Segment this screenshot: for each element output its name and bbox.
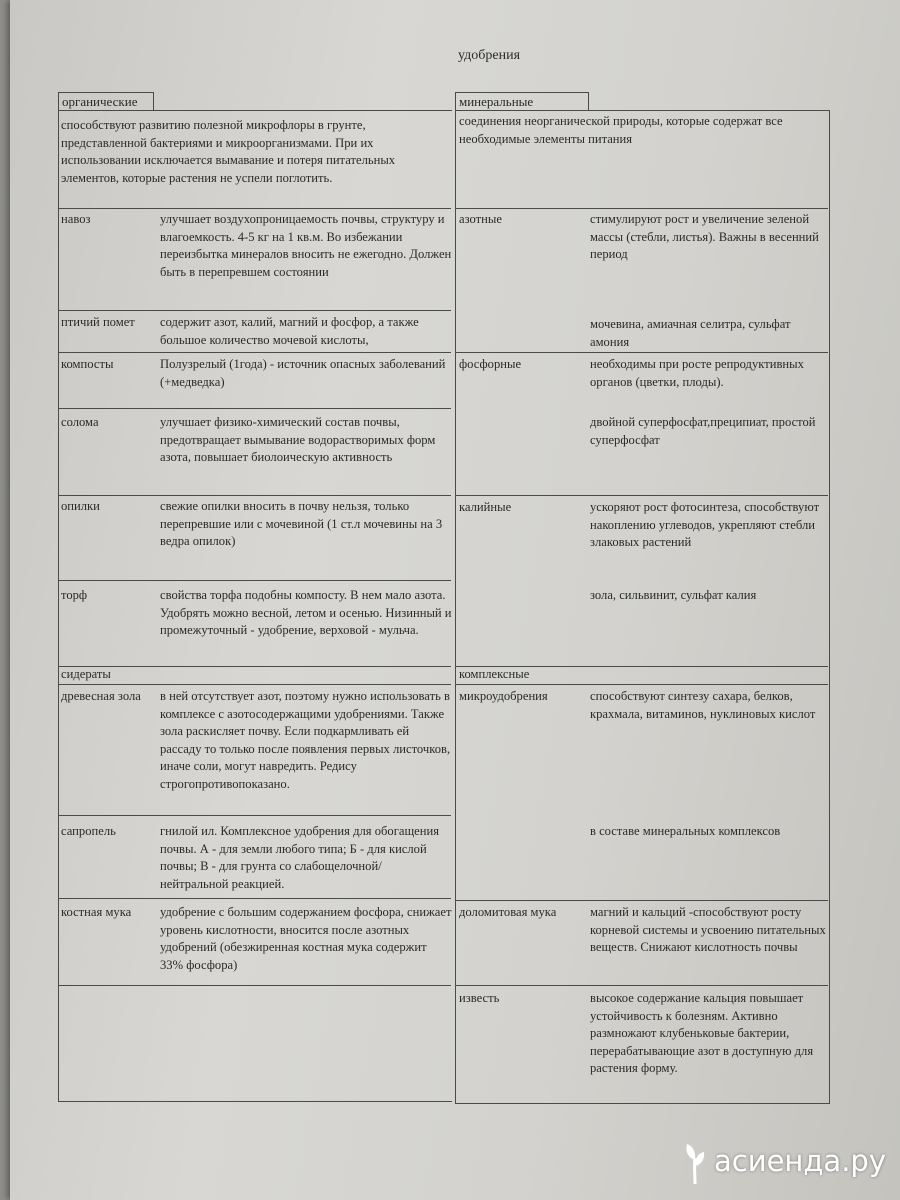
organic-row-desc: улучшает физико-химический состав почвы, предотвращает вымывание водорастворимых форм азота, повышает биолоическую активность [160, 415, 436, 464]
row-divider [455, 352, 828, 353]
mineral-description: соединения неорганической природы, которые содержат все необходимые элементы питания [459, 114, 783, 146]
mineral-row-desc: стимулируют рост и увеличение зеленой массы (стебли, листья). Важны в весенний период [590, 212, 819, 261]
row-divider [58, 684, 451, 685]
organic-header: органические [58, 92, 154, 110]
row-divider [455, 985, 828, 986]
organic-other-label: древесная зола [61, 689, 141, 703]
row-divider [455, 208, 828, 209]
row-divider [58, 495, 451, 496]
organic-row-desc: свежие опилки вносить в почву нельзя, только перепревшие или с мочевиной (1 ст.л мочевины на 3 ведра опилок) [160, 499, 443, 548]
page-title: удобрения [458, 48, 521, 63]
watermark [682, 1136, 886, 1186]
organic-row-label: компосты [61, 357, 114, 371]
mineral-complex-desc: высокое содержание кальция повышает устойчивость к болезням. Активно размножают клубеньковые бактерии, перерабатывающие азот в доступную для растения форму. [590, 991, 814, 1075]
organic-row-label: птичий помет [61, 315, 135, 329]
organic-other-desc: гнилой ил. Комплексное удобрения для обогащения почвы. А - для земли любого типа; Б - для кислой почвы; В - для грунта со слабощелочной/ нейтральной реакцией. [160, 824, 440, 891]
organic-row-desc: содержит азот, калий, магний и фосфор, а также большое количество мочевой кислоты, [160, 315, 419, 347]
mineral-complex-desc: магний и кальций -способствуют росту корневой системы и усвоению питательных веществ. Снижают кислотность почвы [590, 905, 826, 954]
mineral-row-label: азотные [459, 212, 502, 226]
organic-other-desc: удобрение с большим содержанием фосфора, снижает уровень кислотности, вносится после азотных удобрений (обезжиренная костная мука содержит 33% фосфора) [160, 905, 452, 972]
watermark-text: асиенда.ру [714, 1144, 886, 1178]
mineral-row-examples: мочевина, амиачная селитра, сульфат амония [590, 317, 791, 349]
mineral-complex-label: доломитовая мука [459, 905, 557, 919]
row-divider [58, 985, 451, 986]
green-manure-header: сидераты [61, 667, 111, 681]
mineral-complex-desc: способствуют синтезу сахара, белков, крахмала, витаминов, нуклиновых кислот [590, 689, 816, 721]
organic-row-label: опилки [61, 499, 100, 513]
organic-other-label: костная мука [61, 905, 132, 919]
organic-description: способствуют развитию полезной микрофлоры в грунте, представленной бактериями и микроорганизмами. При их использовании исключается вымавание и потеря питательных элементов, которые растения не успели поглотить. [61, 118, 396, 185]
row-divider [58, 666, 451, 667]
organic-row-label: торф [61, 588, 88, 602]
row-divider [455, 900, 828, 901]
organic-other-desc: в ней отсутствует азот, поэтому нужно использовать в комплексе с азотосодержащими удобрениями. Также зола раскисляет почву. Если подкармливать ей рассаду то только после появления первых листочков, иначе соли, могут навредить. Редису строгопротивопоказано. [160, 689, 451, 791]
row-divider [58, 815, 451, 816]
row-divider [58, 408, 451, 409]
organic-row-label: солома [61, 415, 99, 429]
organic-other-label: сапропель [61, 824, 116, 838]
row-divider [455, 495, 828, 496]
organic-row-label: навоз [61, 212, 91, 226]
organic-row-desc: Полузрелый (1года) - источник опасных заболеваний (+медведка) [160, 357, 446, 389]
mineral-complex-label: известь [459, 991, 500, 1005]
mineral-row-label: калийные [459, 500, 512, 514]
mineral-header: минеральные [455, 92, 589, 110]
row-divider [455, 684, 828, 685]
complex-header: комплексные [459, 667, 530, 681]
row-divider [58, 580, 451, 581]
row-divider [58, 208, 451, 209]
row-divider [58, 352, 451, 353]
mineral-row-desc: необходимы при росте репродуктивных органов (цветки, плоды). [590, 357, 804, 389]
mineral-complex-label: микроудобрения [459, 689, 548, 703]
mineral-complex-examples: в составе минеральных комплексов [590, 824, 781, 838]
mineral-row-desc: ускоряют рост фотосинтеза, способствуют накоплению углеводов, укрепляют стебли злаковых растений [590, 500, 820, 549]
mineral-row-label: фосфорные [459, 357, 522, 371]
organic-row-desc: свойства торфа подобны компосту. В нем мало азота. Удобрять можно весной, летом и осенью. Низинный и промежуточный - удобрение, верховой - мульча. [160, 588, 452, 637]
mineral-row-examples: двойной суперфосфат,преципиат, простой суперфосфат [590, 415, 816, 447]
row-divider [58, 898, 451, 899]
row-divider [58, 310, 451, 311]
organic-row-desc: улучшает воздухопроницаемость почвы, структуру и влагоемкость. 4-5 кг на 1 кв.м. Во избежании переизбытка минералов вносить не ежегодно. Должен быть в перепревшем состоянии [160, 212, 452, 279]
mineral-row-examples: зола, сильвинит, сульфат калия [590, 588, 757, 602]
sprout-logo-icon [682, 1136, 708, 1186]
